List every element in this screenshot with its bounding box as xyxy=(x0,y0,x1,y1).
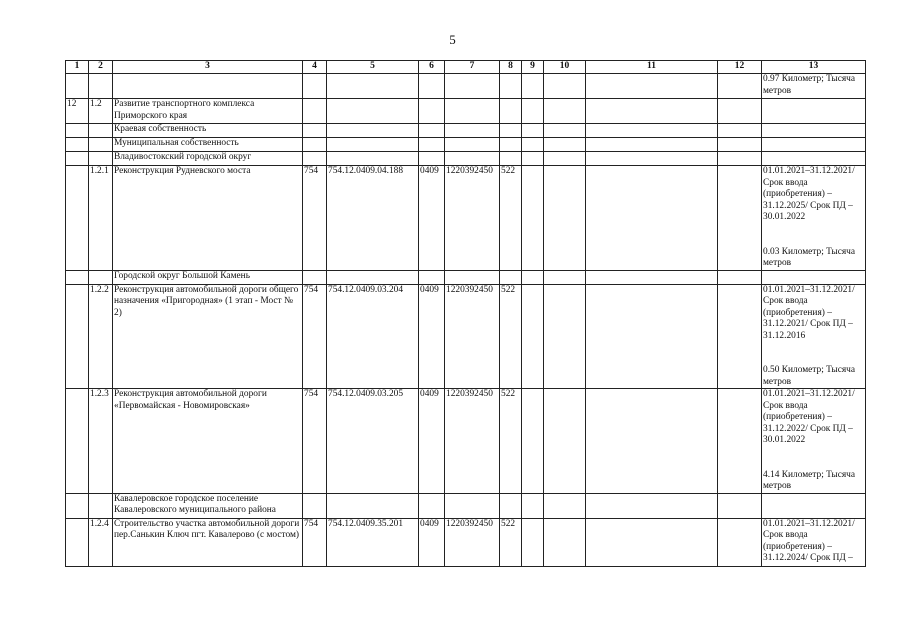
cell-value: 0409 xyxy=(419,284,445,389)
cell-title: Строительство участка автомобильной дороги пер.Санькин Ключ пгт. Кавалерово (с мостом) xyxy=(113,518,303,566)
program-table xyxy=(65,60,866,567)
column-header: 10 xyxy=(544,61,586,74)
cell-value: 754.12.0409.35.201 xyxy=(327,518,419,566)
column-header: 12 xyxy=(718,61,762,74)
cell-value: 522 xyxy=(500,389,522,494)
cell-code: 1.2.4 xyxy=(89,518,113,566)
cell-dates: 01.01.2021–31.12.2021/ Срок ввода (приобретения) – 31.12.2025/ Срок ПД – 30.01.2022 xyxy=(763,166,855,222)
cell-measure: 0.03 Километр; Тысяча метров xyxy=(763,246,856,268)
column-header: 5 xyxy=(327,61,419,74)
cell-title: Реконструкция Рудневского моста xyxy=(113,166,303,271)
cell-title: Реконструкция автомобильной дороги «Первомайская - Новомировская» xyxy=(113,389,303,494)
cell-title: Реконструкция автомобильной дороги общего назначения «Пригородная» (1 этап - Мост № 2) xyxy=(113,284,303,389)
table-row xyxy=(66,284,866,389)
cell-code: 1.2.1 xyxy=(89,166,113,271)
cell-code: 1.2.2 xyxy=(89,284,113,389)
cell-value: 754 xyxy=(303,284,327,389)
cell-title: Развитие транспортного комплекса Приморского края xyxy=(113,99,303,124)
cell-code: 1.2 xyxy=(89,99,113,124)
cell-measure: 0.50 Километр; Тысяча метров xyxy=(763,365,856,387)
cell-subheading: Краевая собственность xyxy=(113,124,303,138)
header-row xyxy=(66,61,866,74)
cell-subheading: Кавалеровское городское поселение Кавалеровского муниципального района xyxy=(113,493,303,518)
cell-subheading: Муниципальная собственность xyxy=(113,138,303,152)
table-row xyxy=(66,166,866,271)
cell-value: 1220392450 xyxy=(445,284,500,389)
cell-dates: 01.01.2021–31.12.2021/ Срок ввода (приобретения) – 31.12.2024/ Срок ПД – xyxy=(763,518,855,563)
column-header: 1 xyxy=(66,61,89,74)
cell-value: 754 xyxy=(303,166,327,271)
cell-value: 1220392450 xyxy=(445,518,500,566)
cell-value: 1220392450 xyxy=(445,166,500,271)
cell-value: 754.12.0409.03.204 xyxy=(327,284,419,389)
cell-value: 754 xyxy=(303,389,327,494)
cell-dates: 01.01.2021–31.12.2021/ Срок ввода (приобретения) – 31.12.2021/ Срок ПД – 31.12.2016 xyxy=(763,284,855,341)
column-header: 11 xyxy=(586,61,718,74)
cell-value: 522 xyxy=(500,166,522,271)
column-header: 2 xyxy=(89,61,113,74)
cell-measure: 0.97 Километр; Тысяча метров xyxy=(762,74,866,99)
table-row xyxy=(66,518,866,566)
cell-value: 0409 xyxy=(419,166,445,271)
cell-value: 1220392450 xyxy=(445,389,500,494)
page-number: 5 xyxy=(449,32,456,47)
cell-value: 522 xyxy=(500,284,522,389)
cell-subheading: Городской округ Большой Камень xyxy=(113,270,303,284)
cell-index: 12 xyxy=(66,99,89,124)
column-header: 13 xyxy=(762,61,866,74)
table-row xyxy=(66,152,866,166)
table-row xyxy=(66,124,866,138)
table-row xyxy=(66,493,866,518)
cell-value: 754 xyxy=(303,518,327,566)
cell-dates: 01.01.2021–31.12.2021/ Срок ввода (приобретения) – 31.12.2022/ Срок ПД – 30.01.2022 xyxy=(763,389,855,445)
column-header: 6 xyxy=(419,61,445,74)
table-row xyxy=(66,74,866,99)
table-row xyxy=(66,389,866,494)
cell-subheading: Владивостокский городской округ xyxy=(113,152,303,166)
cell-code: 1.2.3 xyxy=(89,389,113,494)
cell-value: 0409 xyxy=(419,518,445,566)
table-row xyxy=(66,99,866,124)
column-header: 4 xyxy=(303,61,327,74)
cell-measure: 4.14 Километр; Тысяча метров xyxy=(763,469,856,491)
cell-value: 522 xyxy=(500,518,522,566)
column-header: 7 xyxy=(445,61,500,74)
cell-value: 754.12.0409.04.188 xyxy=(327,166,419,271)
cell-value: 754.12.0409.03.205 xyxy=(327,389,419,494)
cell-value: 0409 xyxy=(419,389,445,494)
column-header: 3 xyxy=(113,61,303,74)
column-header: 8 xyxy=(500,61,522,74)
column-header: 9 xyxy=(522,61,544,74)
table-row xyxy=(66,270,866,284)
table-row xyxy=(66,138,866,152)
